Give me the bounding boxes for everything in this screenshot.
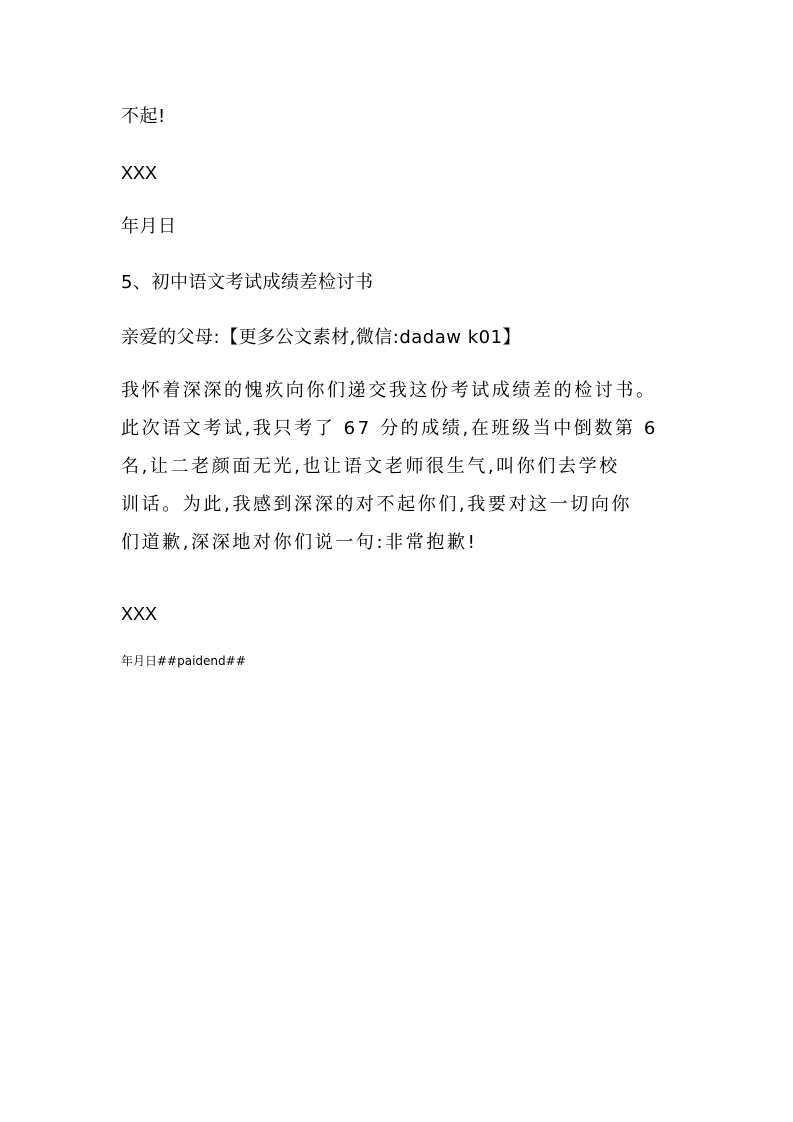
body-row: 此次语文考试,我只考了 67 分的成绩,在班级当中倒数第 6 bbox=[121, 418, 658, 439]
text-line-closing: 不起! bbox=[121, 106, 166, 127]
body-row: 我怀着深深的愧疚向你们递交我这份考试成绩差的检讨书。 bbox=[121, 380, 657, 401]
body-paragraph bbox=[121, 372, 681, 562]
signature-name: XXX bbox=[121, 604, 158, 624]
body-row: 训话。为此,我感到深深的对不起你们,我要对这一切向你 bbox=[121, 494, 633, 515]
salutation-line: 亲爱的父母:【更多公文素材,微信:dadaw k01】 bbox=[121, 327, 522, 348]
signature-placeholder: XXX bbox=[121, 163, 158, 183]
section-heading: 5、初中语文考试成绩差检讨书 bbox=[121, 272, 374, 293]
body-row: 们道歉,深深地对你们说一句:非常抱歉! bbox=[121, 532, 478, 553]
date-placeholder: 年月日 bbox=[121, 216, 177, 237]
footer-date: 年月日##paidend## bbox=[121, 654, 246, 668]
body-row: 名,让二老颜面无光,也让语文老师很生气,叫你们去学校 bbox=[121, 456, 620, 477]
